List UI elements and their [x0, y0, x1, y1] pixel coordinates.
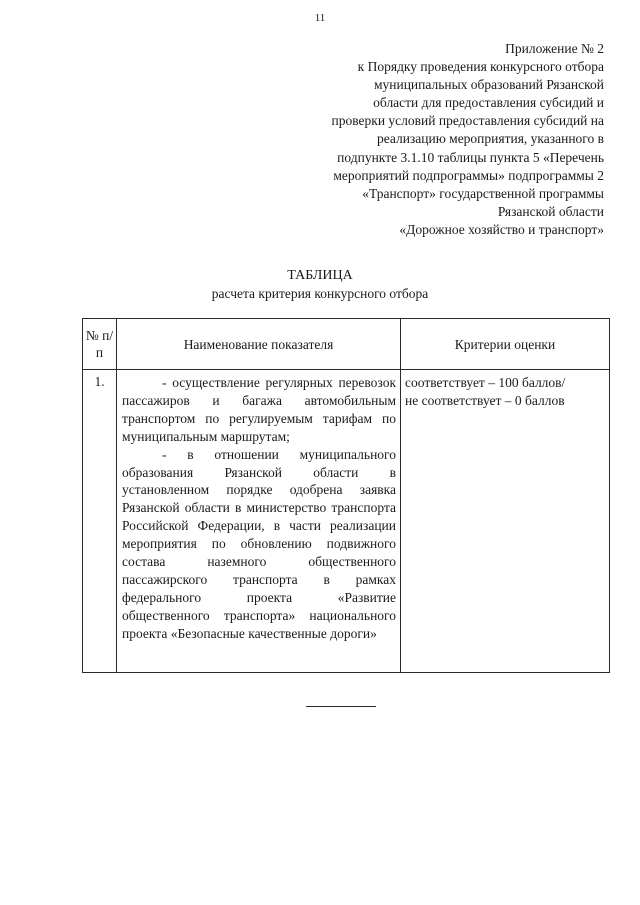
criteria-line: соответствует – 100 баллов/ — [405, 375, 566, 390]
row-num: 1. — [83, 370, 117, 673]
appendix-header — [264, 40, 604, 239]
header-name: Наименование показателя — [117, 319, 401, 370]
criteria-line: не соответствует – 0 баллов — [405, 392, 565, 408]
appendix-line: мероприятий подпрограммы» подпрограммы 2 — [333, 167, 604, 183]
criteria-table — [82, 318, 610, 673]
appendix-line: к Порядку проведения конкурсного отбора — [357, 59, 604, 75]
name-paragraph: - осуществление регулярных перевозок пассажиров и багажа автомобильным транспортом по регулируемым тарифам по муниципальным маршрутам; — [122, 375, 396, 444]
end-divider — [306, 706, 376, 707]
appendix-line: Приложение № 2 — [505, 41, 604, 56]
appendix-line: «Транспорт» государственной программы — [362, 185, 604, 201]
row-criteria — [401, 370, 610, 673]
header-criteria: Критерии оценки — [401, 319, 610, 370]
appendix-line: муниципальных образований Рязанской — [373, 77, 604, 93]
appendix-line: Рязанской области — [497, 203, 604, 219]
table-title: ТАБЛИЦА — [287, 268, 353, 283]
appendix-line: реализацию мероприятия, указанного в — [376, 131, 604, 147]
header-num: № п/п — [83, 319, 117, 370]
table-header-row — [83, 319, 610, 370]
appendix-line: подпункте 3.1.10 таблицы пункта 5 «Перечень — [337, 149, 604, 165]
table-subtitle: расчета критерия конкурсного отбора — [211, 286, 429, 301]
appendix-line: проверки условий предоставления субсидий на — [331, 113, 604, 129]
appendix-line: «Дорожное хозяйство и транспорт» — [399, 221, 604, 237]
row-name — [117, 370, 401, 673]
name-paragraph: - в отношении муниципального образования Рязанской области в установленном порядке одобрена заявка Рязанской области в министерство транспорта Российской Федерации, в части реализации мероприятия по обновлению подвижного состава наземного общественного пассажирского транспорта в рамках федерального проекта «Развитие общественного транспорта» национального проекта «Безопасные качественные дороги» — [122, 446, 396, 641]
page-number: 11 — [314, 12, 326, 24]
table-row — [83, 370, 610, 673]
appendix-line: области для предоставления субсидий и — [373, 95, 604, 111]
